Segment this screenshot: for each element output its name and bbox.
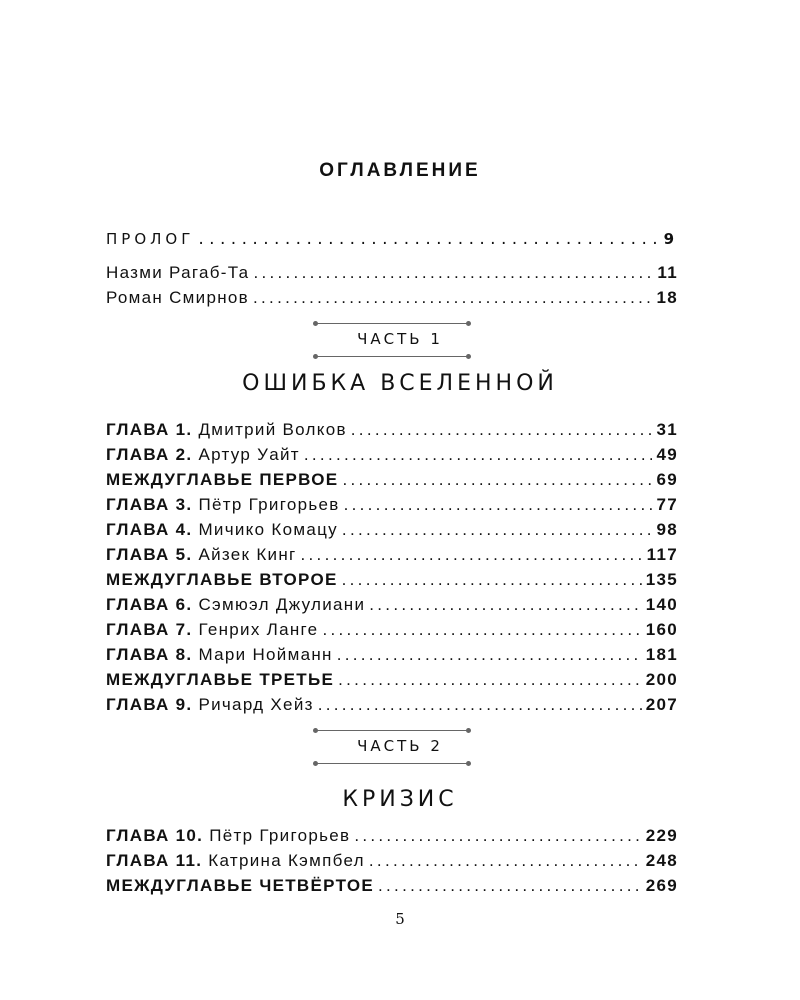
entry-label: Пётр Григорьев: [209, 826, 351, 845]
toc-entry[interactable]: [106, 692, 678, 716]
entry-prefix: МЕЖДУГЛАВЬЕ ЧЕТВЁРТОЕ: [106, 876, 374, 895]
entry-page: 207: [645, 695, 678, 714]
toc-entry[interactable]: [106, 567, 678, 591]
entry-page: 229: [645, 826, 678, 845]
entry-prefix: ГЛАВА 8.: [106, 645, 193, 664]
entry-page: 140: [645, 595, 678, 614]
toc-entry[interactable]: [106, 873, 678, 897]
entry-label: Генрих Ланге: [198, 620, 319, 639]
part-label: ЧАСТЬ 2: [357, 737, 443, 755]
entry-prefix: МЕЖДУГЛАВЬЕ ВТОРОЕ: [106, 570, 338, 589]
entry-page: 181: [645, 645, 678, 664]
entry-label: Мари Нойманн: [198, 645, 333, 664]
entry-prefix: МЕЖДУГЛАВЬЕ ПЕРВОЕ: [106, 470, 339, 489]
entry-label: Назми Рагаб-Та: [106, 263, 250, 282]
part-title: КРИЗИС: [342, 787, 458, 812]
toc-entry[interactable]: [106, 285, 678, 309]
entry-label: Айзек Кинг: [198, 545, 297, 564]
toc-title: ОГЛАВЛЕНИЕ: [319, 160, 481, 181]
toc-entry[interactable]: [106, 467, 678, 491]
toc-entry[interactable]: [106, 492, 678, 516]
dot-leader: [344, 494, 653, 516]
toc-entry[interactable]: [106, 848, 678, 872]
ornament-rule: [316, 730, 468, 731]
entry-prefix: ГЛАВА 10.: [106, 826, 204, 845]
toc-entry[interactable]: [106, 592, 678, 616]
dot-leader: [369, 594, 641, 616]
entry-prefix: ГЛАВА 1.: [106, 420, 193, 439]
ornament-rule: [316, 356, 468, 357]
entry-prefix: ГЛАВА 6.: [106, 595, 193, 614]
toc-entry[interactable]: [106, 823, 678, 847]
toc-entry-prologue[interactable]: [106, 226, 678, 250]
dot-leader: [338, 669, 642, 691]
dot-leader: [253, 287, 652, 309]
entry-label: Пётр Григорьев: [198, 495, 340, 514]
entry-label: Дмитрий Волков: [198, 420, 347, 439]
entry-page: 11: [657, 263, 678, 282]
toc-entry[interactable]: [106, 260, 678, 284]
entry-prefix: ГЛАВА 11.: [106, 851, 203, 870]
ornament-rule: [316, 763, 468, 764]
entry-label: ПРОЛОГ: [106, 230, 195, 248]
toc-entry[interactable]: [106, 642, 678, 666]
dot-leader: [342, 469, 652, 491]
toc-entry[interactable]: [106, 417, 678, 441]
dot-leader: [378, 875, 642, 897]
toc-entry[interactable]: [106, 442, 678, 466]
entry-page: 248: [645, 851, 678, 870]
entry-page: 98: [656, 520, 678, 539]
entry-page: 200: [645, 670, 678, 689]
toc-entry[interactable]: [106, 667, 678, 691]
entry-prefix: ГЛАВА 4.: [106, 520, 193, 539]
entry-label: Сэмюэл Джулиани: [198, 595, 366, 614]
dot-leader: [369, 850, 642, 872]
dot-leader: [304, 444, 653, 466]
part-label: ЧАСТЬ 1: [357, 330, 443, 348]
entry-page: 9: [663, 230, 678, 248]
entry-label: Ричард Хейз: [198, 695, 314, 714]
entry-prefix: ГЛАВА 5.: [106, 545, 193, 564]
entry-page: 77: [656, 495, 678, 514]
dot-leader: [198, 228, 659, 250]
dot-leader: [301, 544, 643, 566]
entry-page: 117: [646, 545, 678, 564]
entry-label: Катрина Кэмпбел: [208, 851, 365, 870]
entry-page: 49: [656, 445, 678, 464]
dot-leader: [322, 619, 641, 641]
dot-leader: [337, 644, 642, 666]
toc-entry[interactable]: [106, 617, 678, 641]
entry-page: 160: [645, 620, 678, 639]
dot-leader: [351, 419, 653, 441]
entry-prefix: ГЛАВА 3.: [106, 495, 193, 514]
entry-page: 31: [656, 420, 678, 439]
ornament-rule: [316, 323, 468, 324]
entry-page: 69: [656, 470, 678, 489]
dot-leader: [318, 694, 642, 716]
dot-leader: [253, 262, 653, 284]
toc-entry[interactable]: [106, 542, 678, 566]
entry-prefix: МЕЖДУГЛАВЬЕ ТРЕТЬЕ: [106, 670, 335, 689]
entry-page: 18: [656, 288, 678, 307]
entry-page: 135: [645, 570, 678, 589]
entry-prefix: ГЛАВА 9.: [106, 695, 193, 714]
page-number: 5: [395, 910, 405, 928]
entry-label: Роман Смирнов: [106, 288, 249, 307]
toc-entry[interactable]: [106, 517, 678, 541]
entry-label: Артур Уайт: [198, 445, 300, 464]
part-title: ОШИБКА ВСЕЛЕННОЙ: [242, 371, 558, 396]
entry-prefix: ГЛАВА 7.: [106, 620, 193, 639]
dot-leader: [354, 825, 641, 847]
entry-page: 269: [645, 876, 678, 895]
dot-leader: [342, 519, 653, 541]
dot-leader: [342, 569, 642, 591]
entry-prefix: ГЛАВА 2.: [106, 445, 193, 464]
entry-label: Мичико Комацу: [198, 520, 338, 539]
